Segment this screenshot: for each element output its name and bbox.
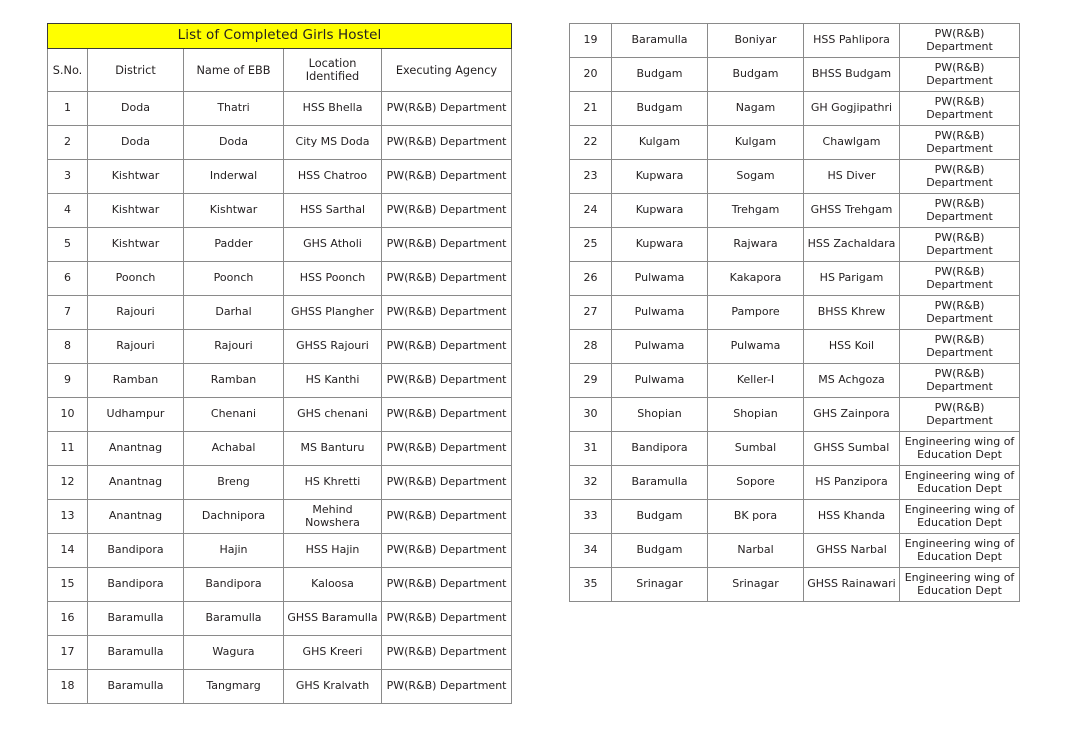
table-head-left xyxy=(48,24,512,92)
cell-sno: 10 xyxy=(48,398,88,432)
cell-agency-line2: Education Dept xyxy=(917,549,1002,563)
cell-location: GHS Kreeri xyxy=(284,636,382,670)
cell-sno: 35 xyxy=(570,568,612,602)
column-header-location-line1: Location xyxy=(308,57,357,71)
cell-ebb: Trehgam xyxy=(708,194,804,228)
cell-ebb: Budgam xyxy=(708,58,804,92)
cell-ebb: Keller-I xyxy=(708,364,804,398)
table-row xyxy=(48,194,512,228)
cell-district: Bandipora xyxy=(88,534,184,568)
table-row xyxy=(570,24,1020,58)
cell-location: GHSS Rajouri xyxy=(284,330,382,364)
cell-location: HSS Koil xyxy=(804,330,900,364)
cell-agency-line2: Education Dept xyxy=(917,481,1002,495)
cell-location: HS Khretti xyxy=(284,466,382,500)
cell-agency: PW(R&B) Department xyxy=(382,670,512,704)
cell-agency: PW(R&B) Department xyxy=(900,398,1020,432)
table-row xyxy=(570,534,1020,568)
cell-ebb: Thatri xyxy=(184,92,284,126)
cell-district: Srinagar xyxy=(612,568,708,602)
table-row xyxy=(570,568,1020,602)
table-row xyxy=(48,330,512,364)
cell-ebb: Hajin xyxy=(184,534,284,568)
cell-ebb: Achabal xyxy=(184,432,284,466)
cell-sno: 29 xyxy=(570,364,612,398)
cell-location: HSS Khanda xyxy=(804,500,900,534)
cell-agency xyxy=(900,568,1020,602)
table-row xyxy=(48,160,512,194)
cell-ebb: Sopore xyxy=(708,466,804,500)
cell-sno: 17 xyxy=(48,636,88,670)
cell-ebb: Srinagar xyxy=(708,568,804,602)
cell-sno: 16 xyxy=(48,602,88,636)
cell-ebb: Sumbal xyxy=(708,432,804,466)
cell-district: Kishtwar xyxy=(88,160,184,194)
cell-ebb: Inderwal xyxy=(184,160,284,194)
table-row xyxy=(570,228,1020,262)
cell-sno: 15 xyxy=(48,568,88,602)
cell-ebb: Kakapora xyxy=(708,262,804,296)
column-header-district: District xyxy=(88,49,184,92)
cell-location: BHSS Khrew xyxy=(804,296,900,330)
table-row xyxy=(48,126,512,160)
cell-sno: 8 xyxy=(48,330,88,364)
cell-agency-line1: Engineering wing of xyxy=(904,468,1015,482)
cell-district: Bandipora xyxy=(88,568,184,602)
table-row xyxy=(570,364,1020,398)
cell-district: Kulgam xyxy=(612,126,708,160)
cell-district: Kupwara xyxy=(612,194,708,228)
cell-ebb: Tangmarg xyxy=(184,670,284,704)
cell-agency: PW(R&B) Department xyxy=(900,24,1020,58)
cell-agency: PW(R&B) Department xyxy=(900,330,1020,364)
cell-agency: PW(R&B) Department xyxy=(382,194,512,228)
cell-agency: PW(R&B) Department xyxy=(900,364,1020,398)
cell-ebb: Chenani xyxy=(184,398,284,432)
cell-agency: PW(R&B) Department xyxy=(382,534,512,568)
cell-location: HSS Pahlipora xyxy=(804,24,900,58)
cell-district: Baramulla xyxy=(88,636,184,670)
cell-district: Kupwara xyxy=(612,160,708,194)
cell-agency-line2: Education Dept xyxy=(917,447,1002,461)
table-row xyxy=(48,296,512,330)
cell-district: Rajouri xyxy=(88,296,184,330)
cell-location: HS Parigam xyxy=(804,262,900,296)
cell-agency: PW(R&B) Department xyxy=(900,160,1020,194)
cell-location: GH Gogjipathri xyxy=(804,92,900,126)
page-title: List of Completed Girls Hostel xyxy=(48,24,512,49)
table-row xyxy=(570,466,1020,500)
table-row xyxy=(48,500,512,534)
cell-sno: 7 xyxy=(48,296,88,330)
cell-sno: 21 xyxy=(570,92,612,126)
cell-agency: PW(R&B) Department xyxy=(382,398,512,432)
table-row xyxy=(570,330,1020,364)
table-row xyxy=(48,568,512,602)
cell-location: GHSS Trehgam xyxy=(804,194,900,228)
cell-sno: 24 xyxy=(570,194,612,228)
cell-sno: 11 xyxy=(48,432,88,466)
table-row xyxy=(48,670,512,704)
cell-sno: 1 xyxy=(48,92,88,126)
cell-ebb: Sogam xyxy=(708,160,804,194)
cell-location: MS Achgoza xyxy=(804,364,900,398)
cell-sno: 27 xyxy=(570,296,612,330)
cell-district: Doda xyxy=(88,126,184,160)
cell-district: Kishtwar xyxy=(88,228,184,262)
cell-agency: PW(R&B) Department xyxy=(382,636,512,670)
cell-agency: PW(R&B) Department xyxy=(382,126,512,160)
cell-district: Doda xyxy=(88,92,184,126)
cell-ebb: Doda xyxy=(184,126,284,160)
cell-district: Pulwama xyxy=(612,262,708,296)
cell-agency: PW(R&B) Department xyxy=(382,432,512,466)
cell-sno: 26 xyxy=(570,262,612,296)
cell-sno: 14 xyxy=(48,534,88,568)
cell-location: GHSS Baramulla xyxy=(284,602,382,636)
cell-district: Budgam xyxy=(612,534,708,568)
cell-sno: 33 xyxy=(570,500,612,534)
cell-ebb: Wagura xyxy=(184,636,284,670)
cell-agency: PW(R&B) Department xyxy=(382,330,512,364)
cell-agency: PW(R&B) Department xyxy=(382,92,512,126)
cell-sno: 25 xyxy=(570,228,612,262)
cell-location: GHS Atholi xyxy=(284,228,382,262)
cell-ebb: Kishtwar xyxy=(184,194,284,228)
cell-location: HSS Bhella xyxy=(284,92,382,126)
cell-ebb: Ramban xyxy=(184,364,284,398)
column-header-sno: S.No. xyxy=(48,49,88,92)
cell-district: Poonch xyxy=(88,262,184,296)
cell-district: Rajouri xyxy=(88,330,184,364)
cell-ebb: Bandipora xyxy=(184,568,284,602)
cell-sno: 6 xyxy=(48,262,88,296)
cell-district: Baramulla xyxy=(88,670,184,704)
cell-location: GHSS Rainawari xyxy=(804,568,900,602)
table-row xyxy=(570,126,1020,160)
cell-location: HSS Zachaldara xyxy=(804,228,900,262)
cell-location: GHS Kralvath xyxy=(284,670,382,704)
cell-agency-line2: Education Dept xyxy=(917,583,1002,597)
cell-ebb: Poonch xyxy=(184,262,284,296)
cell-agency-line2: Education Dept xyxy=(917,515,1002,529)
cell-sno: 5 xyxy=(48,228,88,262)
table-row xyxy=(570,296,1020,330)
cell-district: Baramulla xyxy=(88,602,184,636)
cell-district: Anantnag xyxy=(88,432,184,466)
cell-district: Baramulla xyxy=(612,24,708,58)
table-row xyxy=(48,262,512,296)
table-row xyxy=(48,364,512,398)
cell-ebb: Dachnipora xyxy=(184,500,284,534)
cell-sno: 2 xyxy=(48,126,88,160)
cell-sno: 28 xyxy=(570,330,612,364)
column-header-location xyxy=(284,49,382,92)
cell-agency: PW(R&B) Department xyxy=(900,296,1020,330)
cell-district: Budgam xyxy=(612,58,708,92)
cell-ebb: Boniyar xyxy=(708,24,804,58)
cell-ebb: Pulwama xyxy=(708,330,804,364)
cell-sno: 30 xyxy=(570,398,612,432)
cell-ebb: Darhal xyxy=(184,296,284,330)
cell-location: GHS chenani xyxy=(284,398,382,432)
cell-agency: PW(R&B) Department xyxy=(382,466,512,500)
cell-location: City MS Doda xyxy=(284,126,382,160)
cell-district: Budgam xyxy=(612,92,708,126)
cell-district: Anantnag xyxy=(88,500,184,534)
cell-sno: 31 xyxy=(570,432,612,466)
table-row xyxy=(48,398,512,432)
column-header-agency: Executing Agency xyxy=(382,49,512,92)
cell-agency: PW(R&B) Department xyxy=(382,602,512,636)
cell-agency xyxy=(900,500,1020,534)
cell-location: Mehind Nowshera xyxy=(284,500,382,534)
cell-sno: 12 xyxy=(48,466,88,500)
cell-location: HS Kanthi xyxy=(284,364,382,398)
table-body-right xyxy=(570,24,1020,602)
table-row xyxy=(48,466,512,500)
completed-girls-hostel-table-right xyxy=(569,23,1020,602)
cell-sno: 18 xyxy=(48,670,88,704)
table-row xyxy=(48,228,512,262)
column-header-location-line2: Identified xyxy=(305,70,360,83)
cell-ebb: Breng xyxy=(184,466,284,500)
cell-agency: PW(R&B) Department xyxy=(900,194,1020,228)
cell-agency: PW(R&B) Department xyxy=(900,92,1020,126)
cell-ebb: Shopian xyxy=(708,398,804,432)
table-row xyxy=(570,432,1020,466)
cell-ebb: Nagam xyxy=(708,92,804,126)
cell-agency: PW(R&B) Department xyxy=(382,262,512,296)
cell-ebb: Rajwara xyxy=(708,228,804,262)
cell-agency-line1: Engineering wing of xyxy=(904,434,1015,448)
cell-location: Chawlgam xyxy=(804,126,900,160)
cell-agency: PW(R&B) Department xyxy=(900,126,1020,160)
cell-district: Pulwama xyxy=(612,330,708,364)
cell-agency: PW(R&B) Department xyxy=(900,262,1020,296)
cell-location: Kaloosa xyxy=(284,568,382,602)
table-row xyxy=(570,160,1020,194)
cell-sno: 23 xyxy=(570,160,612,194)
cell-ebb: BK pora xyxy=(708,500,804,534)
cell-district: Kupwara xyxy=(612,228,708,262)
cell-location: GHSS Plangher xyxy=(284,296,382,330)
table-row xyxy=(570,262,1020,296)
cell-location: BHSS Budgam xyxy=(804,58,900,92)
cell-location: GHS Zainpora xyxy=(804,398,900,432)
cell-agency: PW(R&B) Department xyxy=(382,500,512,534)
cell-location: HS Diver xyxy=(804,160,900,194)
cell-district: Pulwama xyxy=(612,364,708,398)
cell-ebb: Narbal xyxy=(708,534,804,568)
cell-location: HSS Poonch xyxy=(284,262,382,296)
cell-location: HSS Hajin xyxy=(284,534,382,568)
cell-district: Udhampur xyxy=(88,398,184,432)
cell-location: MS Banturu xyxy=(284,432,382,466)
cell-location: HS Panzipora xyxy=(804,466,900,500)
cell-location: GHSS Sumbal xyxy=(804,432,900,466)
cell-sno: 13 xyxy=(48,500,88,534)
cell-district: Ramban xyxy=(88,364,184,398)
cell-agency: PW(R&B) Department xyxy=(382,160,512,194)
cell-agency: PW(R&B) Department xyxy=(382,228,512,262)
cell-district: Pulwama xyxy=(612,296,708,330)
table-row xyxy=(570,58,1020,92)
cell-sno: 3 xyxy=(48,160,88,194)
cell-district: Kishtwar xyxy=(88,194,184,228)
cell-sno: 19 xyxy=(570,24,612,58)
cell-sno: 22 xyxy=(570,126,612,160)
cell-ebb: Kulgam xyxy=(708,126,804,160)
table-row xyxy=(570,398,1020,432)
cell-ebb: Pampore xyxy=(708,296,804,330)
table-row xyxy=(48,636,512,670)
cell-sno: 32 xyxy=(570,466,612,500)
cell-district: Bandipora xyxy=(612,432,708,466)
cell-district: Baramulla xyxy=(612,466,708,500)
cell-location: GHSS Narbal xyxy=(804,534,900,568)
cell-sno: 9 xyxy=(48,364,88,398)
cell-agency: PW(R&B) Department xyxy=(382,364,512,398)
cell-location: HSS Sarthal xyxy=(284,194,382,228)
cell-agency-line1: Engineering wing of xyxy=(904,570,1015,584)
cell-district: Budgam xyxy=(612,500,708,534)
cell-ebb: Baramulla xyxy=(184,602,284,636)
table-body-left xyxy=(48,92,512,704)
cell-ebb: Padder xyxy=(184,228,284,262)
column-header-row xyxy=(48,49,512,92)
table-row xyxy=(48,534,512,568)
cell-agency xyxy=(900,432,1020,466)
table-row xyxy=(48,92,512,126)
table-row xyxy=(570,92,1020,126)
cell-agency: PW(R&B) Department xyxy=(382,568,512,602)
cell-location: HSS Chatroo xyxy=(284,160,382,194)
cell-ebb: Rajouri xyxy=(184,330,284,364)
table-row xyxy=(48,432,512,466)
table-row xyxy=(570,194,1020,228)
cell-sno: 20 xyxy=(570,58,612,92)
cell-agency xyxy=(900,534,1020,568)
cell-district: Anantnag xyxy=(88,466,184,500)
cell-agency-line1: Engineering wing of xyxy=(904,502,1015,516)
cell-sno: 4 xyxy=(48,194,88,228)
title-row xyxy=(48,24,512,49)
column-header-ebb: Name of EBB xyxy=(184,49,284,92)
completed-girls-hostel-table-left xyxy=(47,23,512,704)
table-row xyxy=(570,500,1020,534)
table-row xyxy=(48,602,512,636)
cell-agency: PW(R&B) Department xyxy=(900,228,1020,262)
cell-agency-line1: Engineering wing of xyxy=(904,536,1015,550)
cell-agency: PW(R&B) Department xyxy=(900,58,1020,92)
cell-sno: 34 xyxy=(570,534,612,568)
cell-district: Shopian xyxy=(612,398,708,432)
cell-agency xyxy=(900,466,1020,500)
cell-agency: PW(R&B) Department xyxy=(382,296,512,330)
